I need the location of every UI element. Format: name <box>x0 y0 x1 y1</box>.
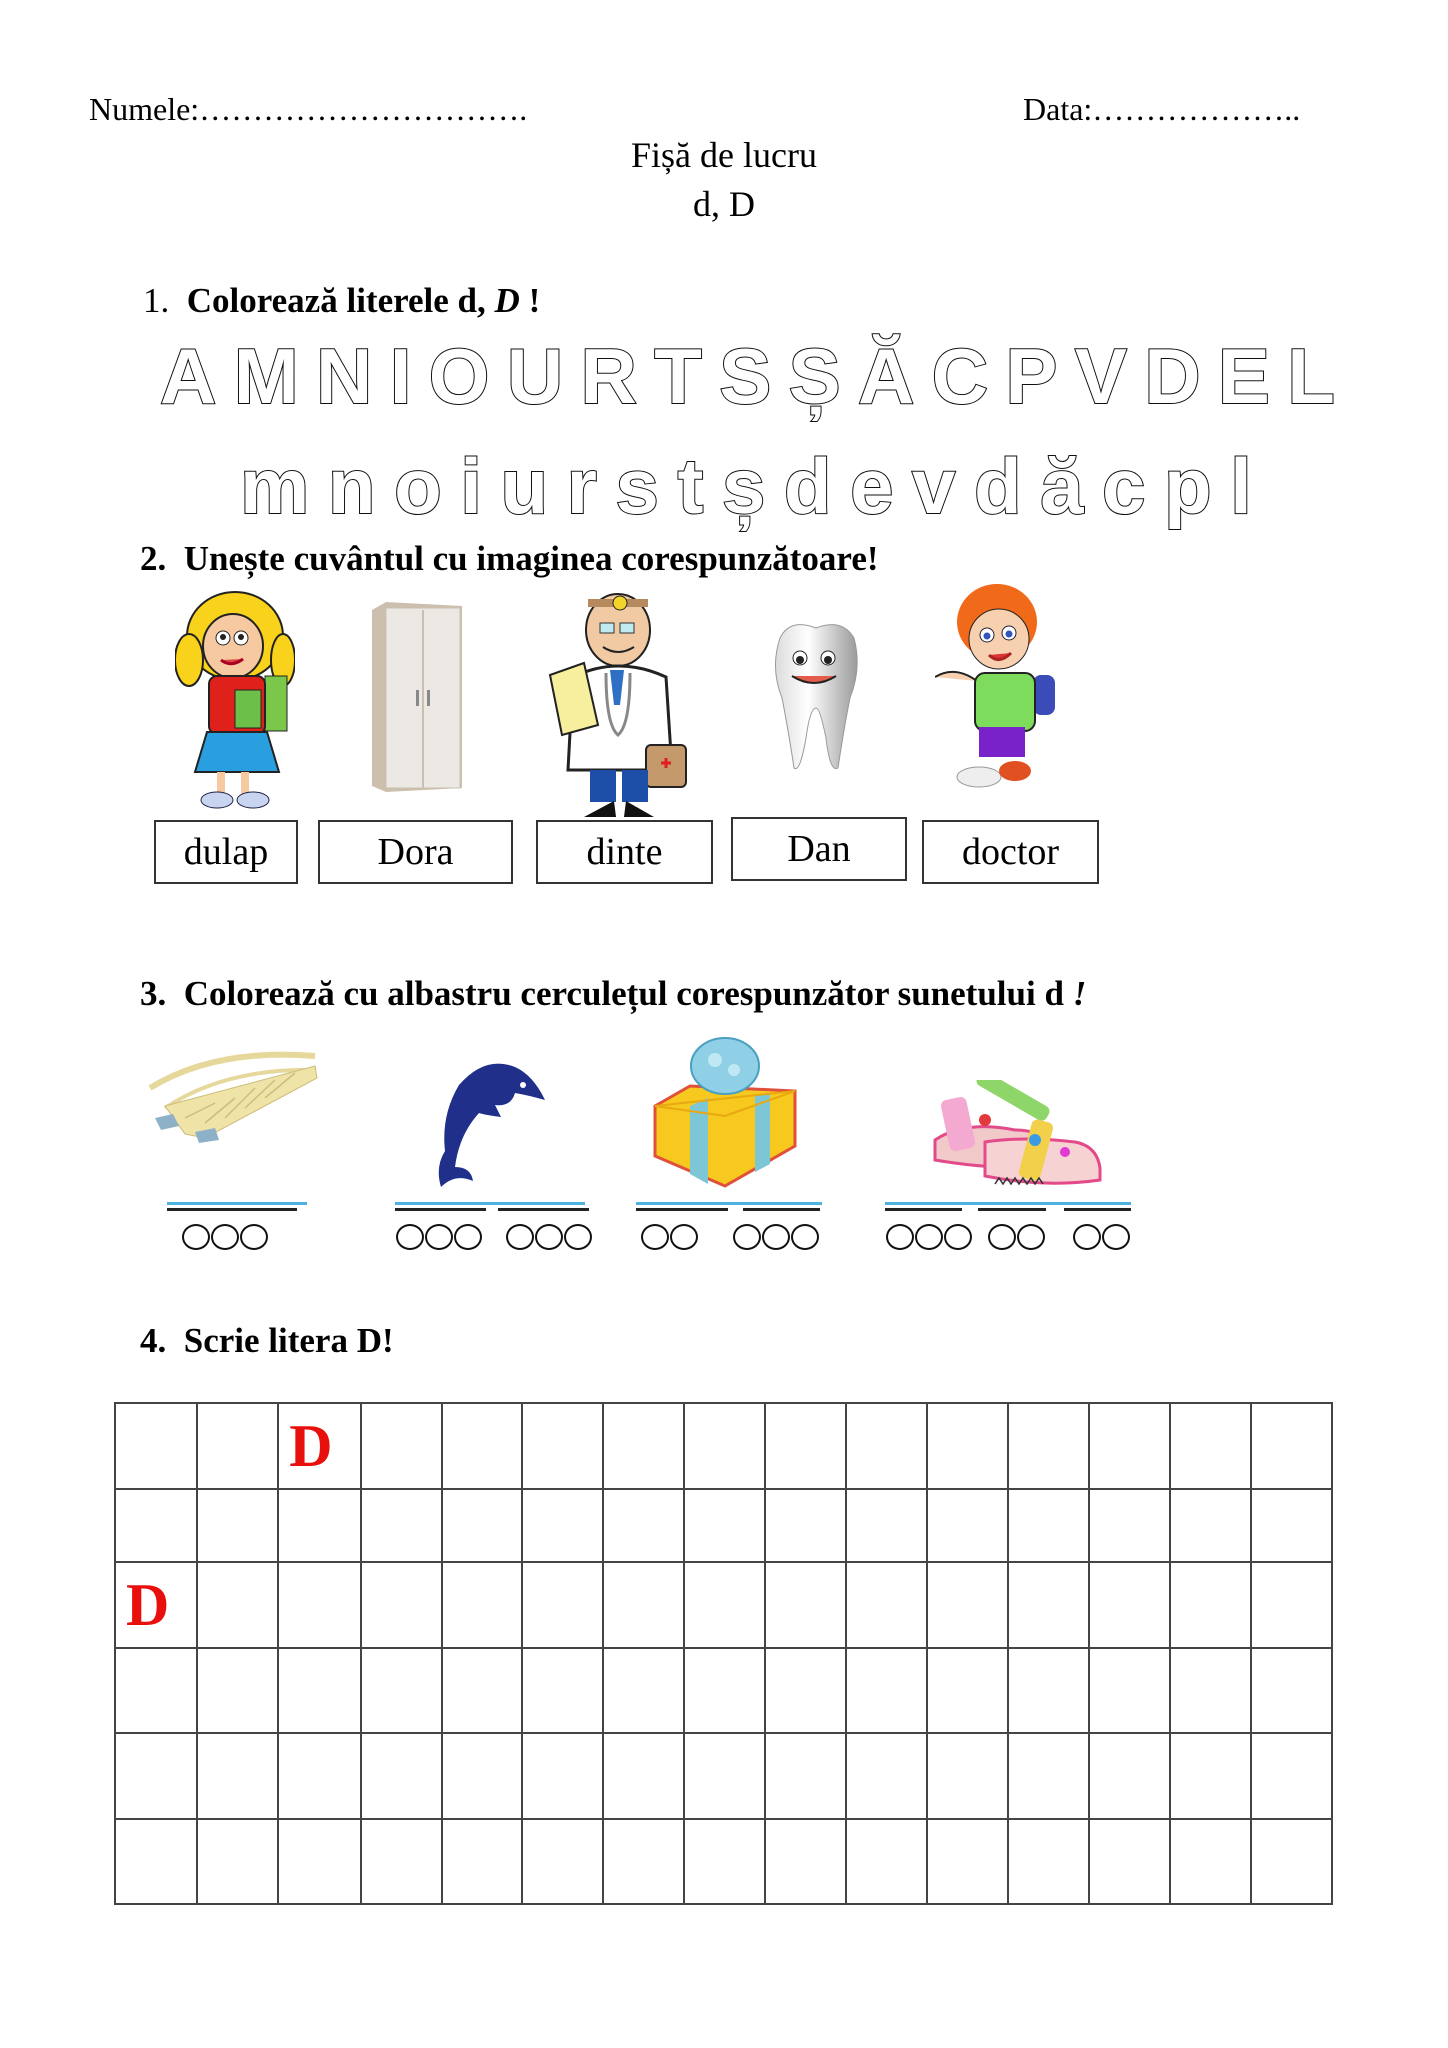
outline-letter[interactable]: p <box>1163 442 1212 530</box>
grid-cell[interactable] <box>684 1562 765 1648</box>
syllable-line <box>978 1208 1046 1211</box>
grid-cell[interactable] <box>765 1489 846 1562</box>
grid-cell[interactable] <box>442 1489 523 1562</box>
grid-cell[interactable] <box>197 1819 278 1904</box>
grid-cell[interactable] <box>278 1403 360 1489</box>
outline-letter[interactable]: t <box>677 442 704 530</box>
word-line <box>395 1202 585 1205</box>
girl-icon[interactable] <box>175 588 295 813</box>
outline-letter[interactable]: S <box>719 332 772 420</box>
grid-cell[interactable] <box>684 1733 765 1819</box>
grid-cell[interactable] <box>197 1562 278 1648</box>
grid-cell[interactable] <box>115 1403 197 1489</box>
outline-letter[interactable]: Ă <box>858 332 915 420</box>
task1-number: 1. <box>143 281 170 320</box>
grid-cell[interactable] <box>1170 1733 1251 1819</box>
grid-cell[interactable] <box>115 1733 197 1819</box>
grid-cell[interactable] <box>1170 1562 1251 1648</box>
grid-row <box>115 1819 1332 1904</box>
sound-circle[interactable] <box>396 1224 424 1250</box>
grid-cell[interactable] <box>361 1489 442 1562</box>
task4-number: 4. <box>140 1321 167 1360</box>
outline-letter[interactable]: T <box>654 332 702 420</box>
grid-cell[interactable] <box>846 1562 927 1648</box>
boy-icon[interactable] <box>935 577 1060 792</box>
outline-letter[interactable]: V <box>1074 332 1127 420</box>
outline-letter[interactable]: ă <box>1040 442 1084 530</box>
lowercase-letters-row <box>240 442 1252 530</box>
grid-cell[interactable] <box>684 1819 765 1904</box>
grid-cell[interactable] <box>361 1403 442 1489</box>
grid-cell[interactable] <box>1170 1648 1251 1733</box>
outline-letter[interactable]: A <box>160 332 217 420</box>
task3-number: 3. <box>140 974 167 1013</box>
task4-text: Scrie litera D! <box>183 1321 394 1360</box>
sound-circle[interactable] <box>535 1224 563 1250</box>
grid-row <box>115 1403 1332 1489</box>
outline-letter[interactable]: u <box>500 442 549 530</box>
grid-cell[interactable] <box>1170 1489 1251 1562</box>
grid-cell[interactable] <box>603 1819 684 1904</box>
outline-letter[interactable]: D <box>1144 332 1201 420</box>
grid-cell[interactable] <box>1008 1489 1089 1562</box>
sound-circle[interactable] <box>641 1224 669 1250</box>
sound-circle[interactable] <box>182 1224 210 1250</box>
grid-cell[interactable] <box>1170 1819 1251 1904</box>
syllable-line <box>1064 1208 1131 1211</box>
task2-heading <box>140 540 879 578</box>
grid-cell[interactable] <box>197 1733 278 1819</box>
grid-cell[interactable] <box>927 1403 1008 1489</box>
outline-letter[interactable]: n <box>327 442 376 530</box>
syllable-line <box>498 1208 589 1211</box>
grid-cell[interactable] <box>1089 1403 1170 1489</box>
grid-cell[interactable] <box>1251 1489 1332 1562</box>
grid-cell[interactable] <box>278 1819 360 1904</box>
outline-letter[interactable]: R <box>580 332 637 420</box>
grid-cell[interactable] <box>1089 1648 1170 1733</box>
grid-cell[interactable] <box>115 1648 197 1733</box>
task1-italic-letter: D <box>494 281 520 320</box>
outline-letter[interactable]: ș <box>721 442 766 530</box>
outline-letter[interactable]: U <box>506 332 564 420</box>
grid-cell[interactable] <box>522 1562 603 1648</box>
grid-cell[interactable] <box>684 1648 765 1733</box>
syllable-line <box>167 1208 297 1211</box>
sound-circle[interactable] <box>988 1224 1016 1250</box>
grid-cell[interactable] <box>522 1648 603 1733</box>
grid-cell[interactable] <box>442 1819 523 1904</box>
grid-row <box>115 1733 1332 1819</box>
grid-cell[interactable] <box>603 1403 684 1489</box>
syllable-line <box>395 1208 486 1211</box>
task4-heading <box>140 1322 394 1360</box>
outline-letter[interactable]: I <box>389 332 412 420</box>
grid-cell[interactable] <box>927 1648 1008 1733</box>
grid-cell[interactable] <box>522 1733 603 1819</box>
outline-letter[interactable]: i <box>460 442 482 530</box>
name-field-label: Numele:…………………………. <box>89 91 528 127</box>
grid-cell[interactable] <box>846 1648 927 1733</box>
task2-number: 2. <box>140 539 167 578</box>
word-box-dora[interactable]: Dora <box>318 820 513 884</box>
grid-cell[interactable] <box>765 1733 846 1819</box>
sound-circle[interactable] <box>1073 1224 1101 1250</box>
task1-text: Colorează literele d, <box>186 281 486 320</box>
grid-cell[interactable] <box>197 1489 278 1562</box>
outline-letter[interactable]: P <box>1005 332 1058 420</box>
sound-circle[interactable] <box>944 1224 972 1250</box>
dolphin-icon[interactable] <box>415 1055 550 1190</box>
outline-letter[interactable]: e <box>850 442 894 530</box>
sound-circle[interactable] <box>886 1224 914 1250</box>
word-box-dulap[interactable]: dulap <box>154 820 298 884</box>
grid-cell[interactable] <box>846 1733 927 1819</box>
grid-cell[interactable] <box>442 1733 523 1819</box>
model-letter-d: D <box>126 1572 170 1638</box>
model-letter-d: D <box>289 1413 333 1479</box>
grid-cell[interactable] <box>1170 1403 1251 1489</box>
grid-row <box>115 1648 1332 1733</box>
grid-cell[interactable] <box>927 1819 1008 1904</box>
grid-cell[interactable] <box>1251 1562 1332 1648</box>
grid-cell[interactable] <box>846 1489 927 1562</box>
word-line <box>167 1202 307 1205</box>
bridge-icon[interactable] <box>145 1048 325 1143</box>
grid-cell[interactable] <box>361 1648 442 1733</box>
grid-cell[interactable] <box>1251 1819 1332 1904</box>
outline-letter[interactable]: o <box>394 442 442 530</box>
grid-cell[interactable] <box>522 1489 603 1562</box>
grid-cell[interactable] <box>1008 1648 1089 1733</box>
grid-cell[interactable] <box>846 1819 927 1904</box>
task1-heading <box>143 282 540 320</box>
writing-grid <box>114 1402 1333 1905</box>
outline-letter[interactable]: v <box>912 442 956 530</box>
grid-cell[interactable] <box>1089 1733 1170 1819</box>
outline-letter[interactable]: s <box>615 442 659 530</box>
sound-circle[interactable] <box>240 1224 268 1250</box>
syllable-line <box>743 1208 820 1211</box>
grid-cell[interactable] <box>1089 1489 1170 1562</box>
grid-row <box>115 1562 1332 1648</box>
grid-cell[interactable] <box>1089 1562 1170 1648</box>
grid-cell[interactable] <box>442 1403 523 1489</box>
sound-circle[interactable] <box>425 1224 453 1250</box>
outline-letter[interactable]: m <box>240 442 310 530</box>
word-box-dan[interactable]: Dan <box>731 817 907 881</box>
outline-letter[interactable]: C <box>931 332 989 420</box>
grid-cell[interactable] <box>278 1733 360 1819</box>
word-line <box>636 1202 822 1205</box>
word-line <box>885 1202 1131 1205</box>
grid-cell[interactable] <box>361 1819 442 1904</box>
grid-cell[interactable] <box>846 1403 927 1489</box>
grid-cell[interactable] <box>442 1562 523 1648</box>
grid-cell[interactable] <box>1008 1819 1089 1904</box>
grid-cell[interactable] <box>115 1489 197 1562</box>
outline-letter[interactable]: c <box>1102 442 1146 530</box>
grid-cell[interactable] <box>115 1819 197 1904</box>
grid-cell[interactable] <box>1089 1819 1170 1904</box>
grid-cell[interactable] <box>1251 1733 1332 1819</box>
task3-heading <box>140 975 1086 1013</box>
gift-icon[interactable] <box>650 1036 800 1188</box>
date-field-label: Data:……………….. <box>1023 91 1301 127</box>
grid-cell[interactable] <box>1008 1733 1089 1819</box>
task1-end: ! <box>519 281 541 320</box>
grid-cell[interactable] <box>278 1489 360 1562</box>
grid-cell[interactable] <box>522 1403 603 1489</box>
grid-cell[interactable] <box>1251 1403 1332 1489</box>
outline-letter[interactable]: E <box>1217 332 1270 420</box>
outline-letter[interactable]: d <box>783 442 832 530</box>
outline-letter[interactable]: r <box>566 442 598 530</box>
grid-cell[interactable] <box>361 1733 442 1819</box>
grid-cell[interactable] <box>442 1648 523 1733</box>
grid-cell[interactable] <box>603 1489 684 1562</box>
sound-circle[interactable] <box>733 1224 761 1250</box>
grid-cell[interactable] <box>197 1403 278 1489</box>
sound-circle[interactable] <box>454 1224 482 1250</box>
grid-cell[interactable] <box>603 1733 684 1819</box>
task2-text: Unește cuvântul cu imaginea corespunzătoare! <box>183 539 879 578</box>
outline-letter[interactable]: Ș <box>788 332 841 420</box>
grid-cell[interactable] <box>765 1403 846 1489</box>
grid-cell[interactable] <box>115 1562 197 1648</box>
sound-circle[interactable] <box>1017 1224 1045 1250</box>
grid-cell[interactable] <box>278 1562 360 1648</box>
sound-circle[interactable] <box>1102 1224 1130 1250</box>
sound-circle[interactable] <box>915 1224 943 1250</box>
sandals-icon[interactable] <box>925 1080 1105 1195</box>
grid-cell[interactable] <box>1251 1648 1332 1733</box>
outline-letter[interactable]: L <box>1287 332 1335 420</box>
grid-cell[interactable] <box>927 1562 1008 1648</box>
uppercase-letters-row <box>160 332 1335 420</box>
grid-cell[interactable] <box>197 1648 278 1733</box>
grid-row <box>115 1489 1332 1562</box>
sound-circle[interactable] <box>670 1224 698 1250</box>
tooth-icon[interactable] <box>770 618 862 773</box>
outline-letter[interactable]: O <box>428 332 490 420</box>
wardrobe-icon[interactable] <box>372 602 462 792</box>
sound-circle[interactable] <box>564 1224 592 1250</box>
word-box-dinte[interactable]: dinte <box>536 820 713 884</box>
outline-letter[interactable]: l <box>1230 442 1252 530</box>
task3-text: Colorează cu albastru cerculețul corespunzător sunetului d <box>183 974 1064 1013</box>
grid-cell[interactable] <box>522 1819 603 1904</box>
sound-circle[interactable] <box>762 1224 790 1250</box>
sound-circle[interactable] <box>211 1224 239 1250</box>
grid-cell[interactable] <box>603 1562 684 1648</box>
outline-letter[interactable]: N <box>316 332 373 420</box>
grid-cell[interactable] <box>765 1819 846 1904</box>
grid-cell[interactable] <box>1008 1562 1089 1648</box>
word-box-doctor[interactable]: doctor <box>922 820 1099 884</box>
syllable-line <box>636 1208 728 1211</box>
page-subtitle: d, D <box>693 184 755 224</box>
outline-letter[interactable]: M <box>233 332 299 420</box>
page-title: Fișă de lucru <box>631 135 817 175</box>
sound-circle[interactable] <box>506 1224 534 1250</box>
outline-letter[interactable]: d <box>973 442 1022 530</box>
grid-cell[interactable] <box>765 1648 846 1733</box>
grid-cell[interactable] <box>361 1562 442 1648</box>
grid-cell[interactable] <box>684 1489 765 1562</box>
sound-circle[interactable] <box>791 1224 819 1250</box>
grid-cell[interactable] <box>927 1733 1008 1819</box>
doctor-icon[interactable] <box>548 585 698 820</box>
grid-cell[interactable] <box>684 1403 765 1489</box>
syllable-line <box>885 1208 962 1211</box>
grid-cell[interactable] <box>927 1489 1008 1562</box>
task3-end: ! <box>1072 974 1087 1013</box>
grid-cell[interactable] <box>603 1648 684 1733</box>
grid-cell[interactable] <box>1008 1403 1089 1489</box>
grid-cell[interactable] <box>278 1648 360 1733</box>
grid-cell[interactable] <box>765 1562 846 1648</box>
